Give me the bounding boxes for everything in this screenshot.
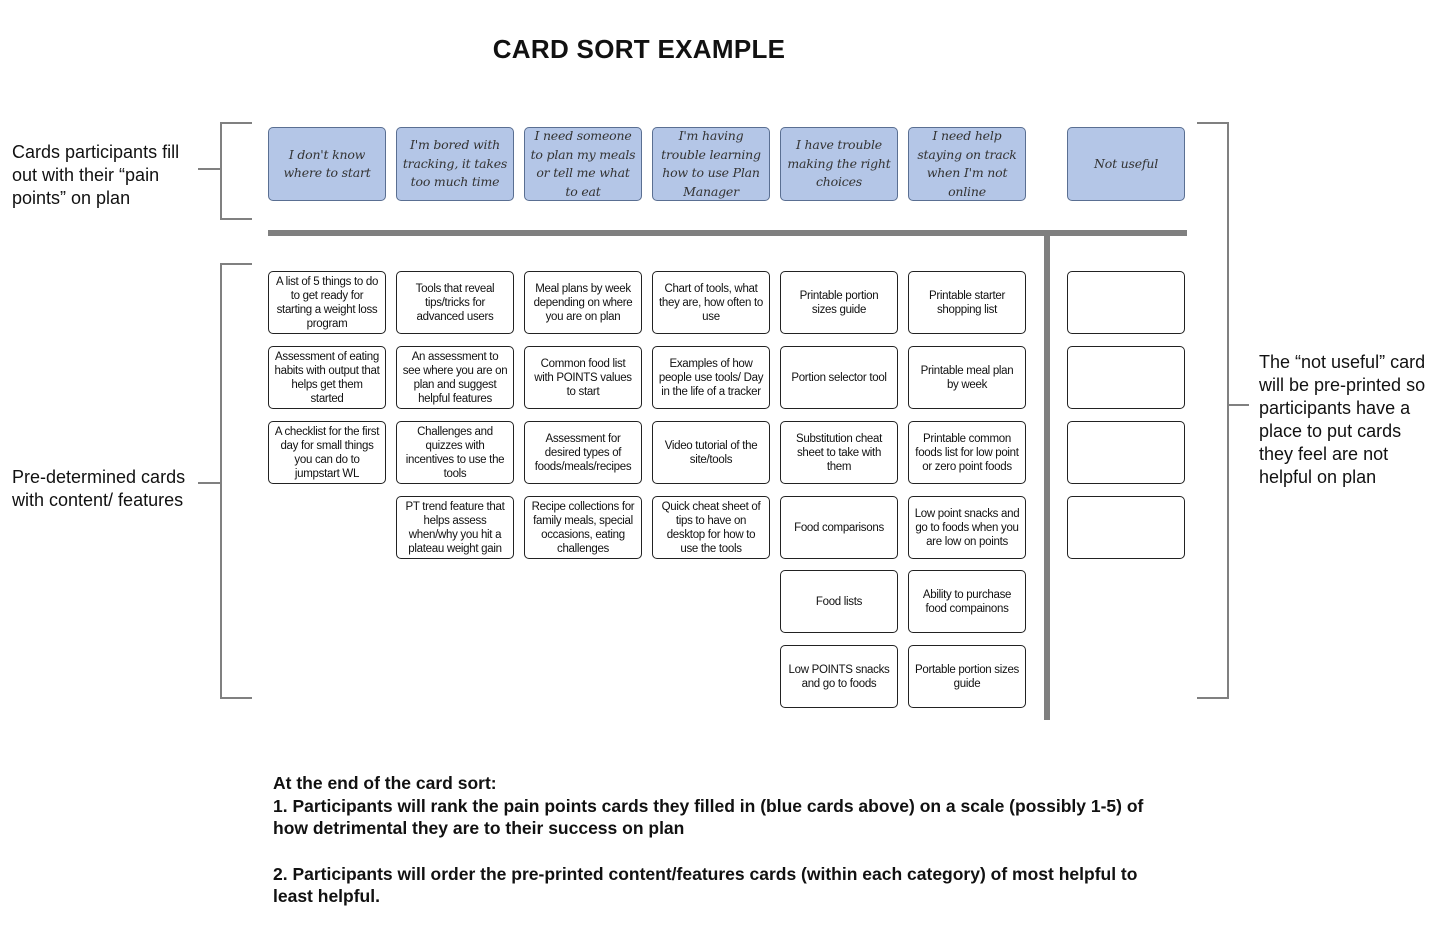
not-useful-label: The “not useful” card will be pre-printed so participants have a place to put cards they feel are not helpful on plan xyxy=(1259,352,1426,487)
instructions-item-1: 1. Participants will rank the pain points cards they filled in (blue cards above) on a scale (possibly 1-5) of how detrimental they are to their success on plan xyxy=(273,795,1144,838)
empty-card-slot[interactable] xyxy=(1067,496,1185,559)
content-card[interactable]: Printable common foods list for low point or zero point foods xyxy=(908,421,1026,484)
content-card[interactable]: Meal plans by week depending on where you are on plan xyxy=(524,271,642,334)
content-card[interactable]: PT trend feature that helps assess when/why you hit a plateau weight gain xyxy=(396,496,514,559)
pain-card[interactable]: I'm bored with tracking, it takes too much time xyxy=(396,127,514,201)
empty-card-slot[interactable] xyxy=(1067,346,1185,409)
content-card[interactable]: Printable portion sizes guide xyxy=(780,271,898,334)
instructions-item-2: 2. Participants will order the pre-printed content/features cards (within each category) of most helpful to least helpful. xyxy=(273,863,1138,906)
not-useful-connector xyxy=(1229,404,1249,406)
empty-card-slot[interactable] xyxy=(1067,271,1185,334)
instructions-intro: At the end of the card sort: xyxy=(273,773,497,793)
content-card[interactable]: Low point snacks and go to foods when you are low on points xyxy=(908,496,1026,559)
content-card[interactable]: Assessment of eating habits with output that helps get them started xyxy=(268,346,386,409)
predetermined-connector xyxy=(198,482,220,484)
content-card[interactable]: Ability to purchase food compainons xyxy=(908,570,1026,633)
content-card[interactable]: Assessment for desired types of foods/meals/recipes xyxy=(524,421,642,484)
content-card[interactable]: A list of 5 things to do to get ready for starting a weight loss program xyxy=(268,271,386,334)
content-card[interactable]: Low POINTS snacks and go to foods xyxy=(780,645,898,708)
pain-card[interactable]: I'm having trouble learning how to use Plan Manager xyxy=(652,127,770,201)
vertical-divider xyxy=(1044,236,1050,720)
content-card[interactable]: Video tutorial of the site/tools xyxy=(652,421,770,484)
content-card[interactable]: Examples of how people use tools/ Day in the life of a tracker xyxy=(652,346,770,409)
content-card[interactable]: Printable starter shopping list xyxy=(908,271,1026,334)
content-card[interactable]: Challenges and quizzes with incentives to use the tools xyxy=(396,421,514,484)
predetermined-bracket xyxy=(220,263,252,699)
not-useful-card[interactable]: Not useful xyxy=(1067,127,1185,201)
pain-points-bracket xyxy=(220,122,252,220)
content-card[interactable]: Quick cheat sheet of tips to have on desktop for how to use the tools xyxy=(652,496,770,559)
content-card[interactable]: Tools that reveal tips/tricks for advanced users xyxy=(396,271,514,334)
content-card[interactable]: Printable meal plan by week xyxy=(908,346,1026,409)
content-card[interactable]: A checklist for the first day for small things you can do to jumpstart WL xyxy=(268,421,386,484)
empty-card-slot[interactable] xyxy=(1067,421,1185,484)
content-card[interactable]: Food comparisons xyxy=(780,496,898,559)
content-card[interactable]: Chart of tools, what they are, how often to use xyxy=(652,271,770,334)
content-card[interactable]: An assessment to see where you are on plan and suggest helpful features xyxy=(396,346,514,409)
content-card[interactable]: Recipe collections for family meals, special occasions, eating challenges xyxy=(524,496,642,559)
predetermined-label: Pre-determined cards with content/ features xyxy=(12,467,186,510)
pain-card[interactable]: I have trouble making the right choices xyxy=(780,127,898,201)
pain-points-label: Cards participants fill out with their “pain points” on plan xyxy=(12,142,180,208)
page-title: CARD SORT EXAMPLE xyxy=(492,34,786,64)
not-useful-bracket xyxy=(1197,122,1229,699)
pain-card[interactable]: I don't know where to start xyxy=(268,127,386,201)
instructions xyxy=(273,772,1173,908)
pain-points-connector xyxy=(198,168,220,170)
content-card[interactable]: Common food list with POINTS values to start xyxy=(524,346,642,409)
content-card[interactable]: Substitution cheat sheet to take with them xyxy=(780,421,898,484)
pain-card[interactable]: I need help staying on track when I'm not online xyxy=(908,127,1026,201)
content-card[interactable]: Food lists xyxy=(780,570,898,633)
pain-card[interactable]: I need someone to plan my meals or tell me what to eat xyxy=(524,127,642,201)
content-card[interactable]: Portable portion sizes guide xyxy=(908,645,1026,708)
content-card[interactable]: Portion selector tool xyxy=(780,346,898,409)
